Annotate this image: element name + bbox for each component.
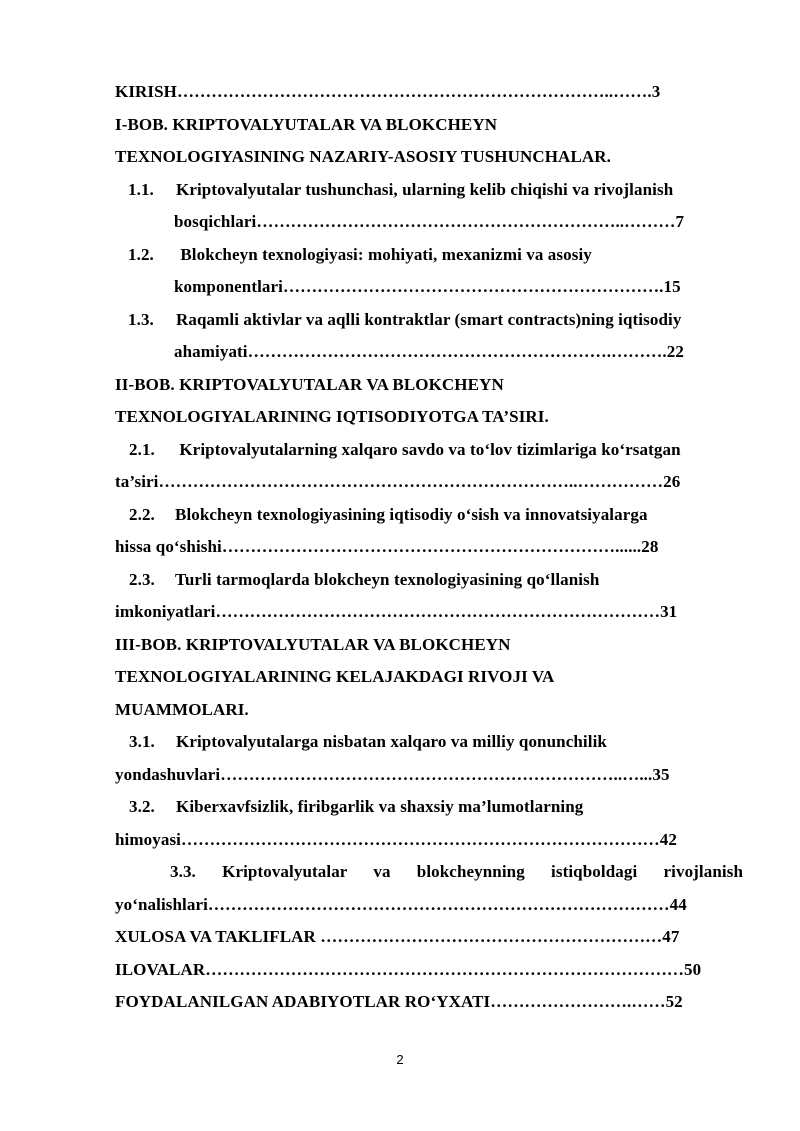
- section-1-1: [115, 174, 743, 207]
- section-3-2: [115, 791, 743, 824]
- section-number: 1.1.: [128, 179, 154, 199]
- section-1-2: [115, 239, 743, 272]
- section-title: Raqamli aktivlar va aqlli kontraktlar (smart contracts)ning iqtisodiy: [176, 309, 682, 329]
- section-1-1-continuation: bosqichlari………………………………………………………..………7: [174, 212, 685, 231]
- section-title: Blokcheyn texnologiyasi: mohiyati, mexanizmi va asosiy: [176, 244, 592, 264]
- chapter-3-title-line-3: MUAMMOLARI.: [115, 699, 249, 719]
- section-1-2-continuation: komponentlari………………………………………………………….15: [174, 277, 681, 296]
- toc-entry-xulosa: XULOSA VA TAKLIFLAR ……………………………………………………47: [115, 927, 680, 946]
- section-number: 1.3.: [128, 309, 154, 329]
- section-3-3: 3.3. Kriptovalyutalar va blokcheynning istiqboldagi rivojlanish: [170, 862, 743, 881]
- section-3-3-continuation: yo‘nalishlari………………………………………………………………………44: [115, 894, 687, 914]
- section-number: 2.1.: [129, 439, 155, 459]
- section-title: Blokcheyn texnologiyasining iqtisodiy o‘sish va innovatsiyalarga: [175, 504, 648, 524]
- chapter-3-title-line-2: TEXNOLOGIYALARINING KELAJAKDAGI RIVOJI VA: [115, 667, 555, 686]
- section-title: Kriptovalyutalarga nisbatan xalqaro va milliy qonunchilik: [176, 732, 607, 751]
- table-of-contents: [115, 76, 743, 1019]
- section-title: Turli tarmoqlarda blokcheyn texnologiyasining qo‘llanish: [175, 569, 600, 589]
- section-1-3: [115, 304, 743, 337]
- section-2-3: [115, 564, 743, 597]
- page-number: 2: [396, 1052, 404, 1067]
- section-title: Kriptovalyutalar tushunchasi, ularning kelib chiqishi va rivojlanish: [176, 179, 674, 199]
- toc-entry-ilovalar: ILOVALAR…………………………………………………………………………50: [115, 959, 702, 979]
- section-number: 3.1.: [129, 732, 155, 751]
- chapter-1-title-line-1: I-BOB. KRIPTOVALYUTALAR VA BLOKCHEYN: [115, 114, 498, 134]
- section-title: Kiberxavfsizlik, firibgarlik va shaxsiy ma’lumotlarning: [176, 797, 584, 816]
- section-number: 2.3.: [129, 569, 155, 589]
- section-2-1-continuation: ta’siri………………………………………………………………..……………26: [115, 472, 681, 491]
- chapter-2-title-line-1: II-BOB. KRIPTOVALYUTALAR VA BLOKCHEYN: [115, 374, 504, 394]
- section-number: 2.2.: [129, 504, 155, 524]
- section-number: 3.2.: [129, 797, 155, 816]
- chapter-2-title-line-2: TEXNOLOGIYALARINING IQTISODIYOTGA TA’SIRI.: [115, 407, 549, 426]
- chapter-3-title-line-1: III-BOB. KRIPTOVALYUTALAR VA BLOKCHEYN: [115, 634, 511, 654]
- section-2-2-continuation: hissa qo‘shishi……………………………………………………………......28: [115, 537, 659, 556]
- section-2-1: [115, 434, 743, 467]
- section-3-1-continuation: yondashuvlari……………………………………………………………..…...35: [115, 764, 670, 784]
- section-2-3-continuation: imkoniyatlari……………………………………………………………………31: [115, 602, 678, 621]
- section-2-2: [115, 499, 743, 532]
- section-1-3-continuation: ahamiyati……………………………………………………….……….22: [174, 342, 684, 361]
- section-title: Kriptovalyutalarning xalqaro savdo va to‘lov tizimlariga ko‘rsatgan: [175, 439, 681, 459]
- toc-entry-kirish: KIRISH…………………………………………………………………..…….3: [115, 82, 661, 101]
- toc-entry-adabiyotlar: FOYDALANILGAN ADABIYOTLAR RO‘YXATI…………………….……52: [115, 992, 683, 1011]
- section-3-2-continuation: himoyasi…………………………………………………………………………42: [115, 829, 677, 849]
- chapter-1-title-line-2: TEXNOLOGIYASINING NAZARIY-ASOSIY TUSHUNCHALAR.: [115, 147, 611, 166]
- section-number: 1.2.: [128, 244, 154, 264]
- section-3-1: [115, 726, 743, 759]
